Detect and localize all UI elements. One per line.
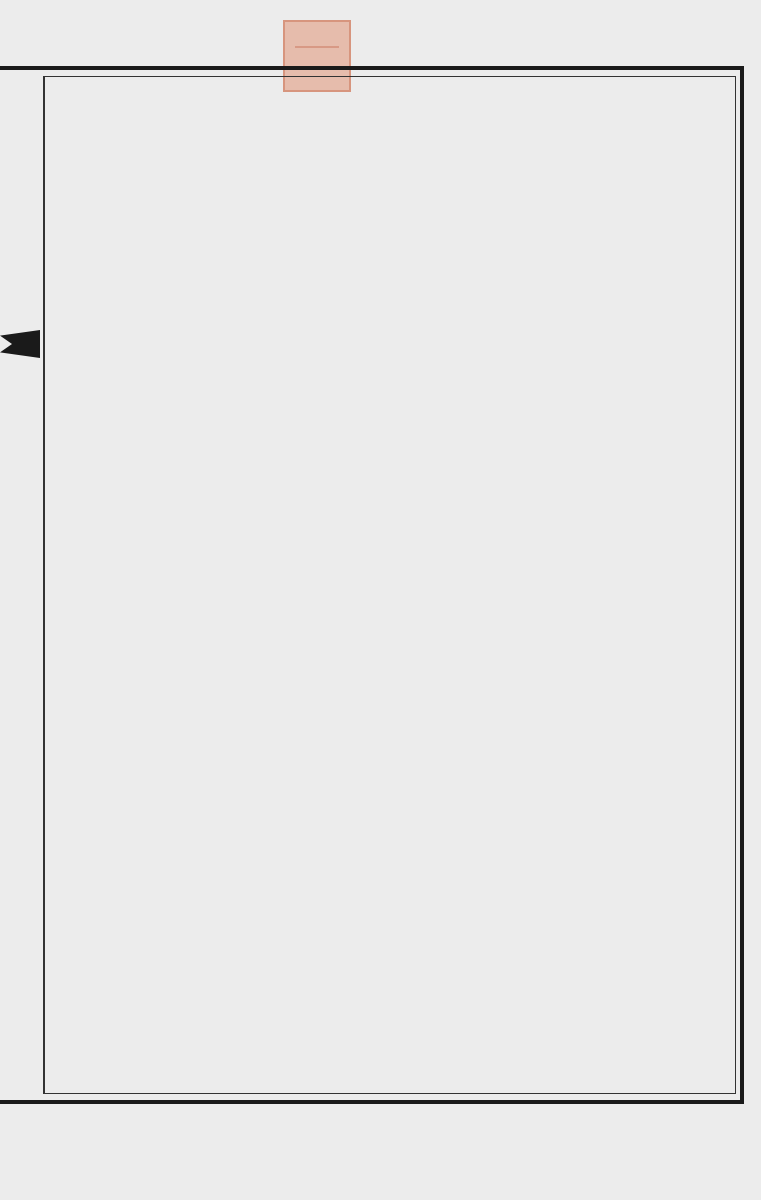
volume-char [4,409,40,443]
text-frame [44,76,736,1094]
book-title-char [4,180,40,220]
page-number [4,670,40,738]
book-title-char [4,220,40,260]
page-number-char [4,704,40,738]
volume-char [4,375,40,409]
book-title-char [4,140,40,180]
book-title-char [4,100,40,140]
volume-label [4,375,40,443]
book-title [4,100,40,260]
page-number-char [4,670,40,704]
